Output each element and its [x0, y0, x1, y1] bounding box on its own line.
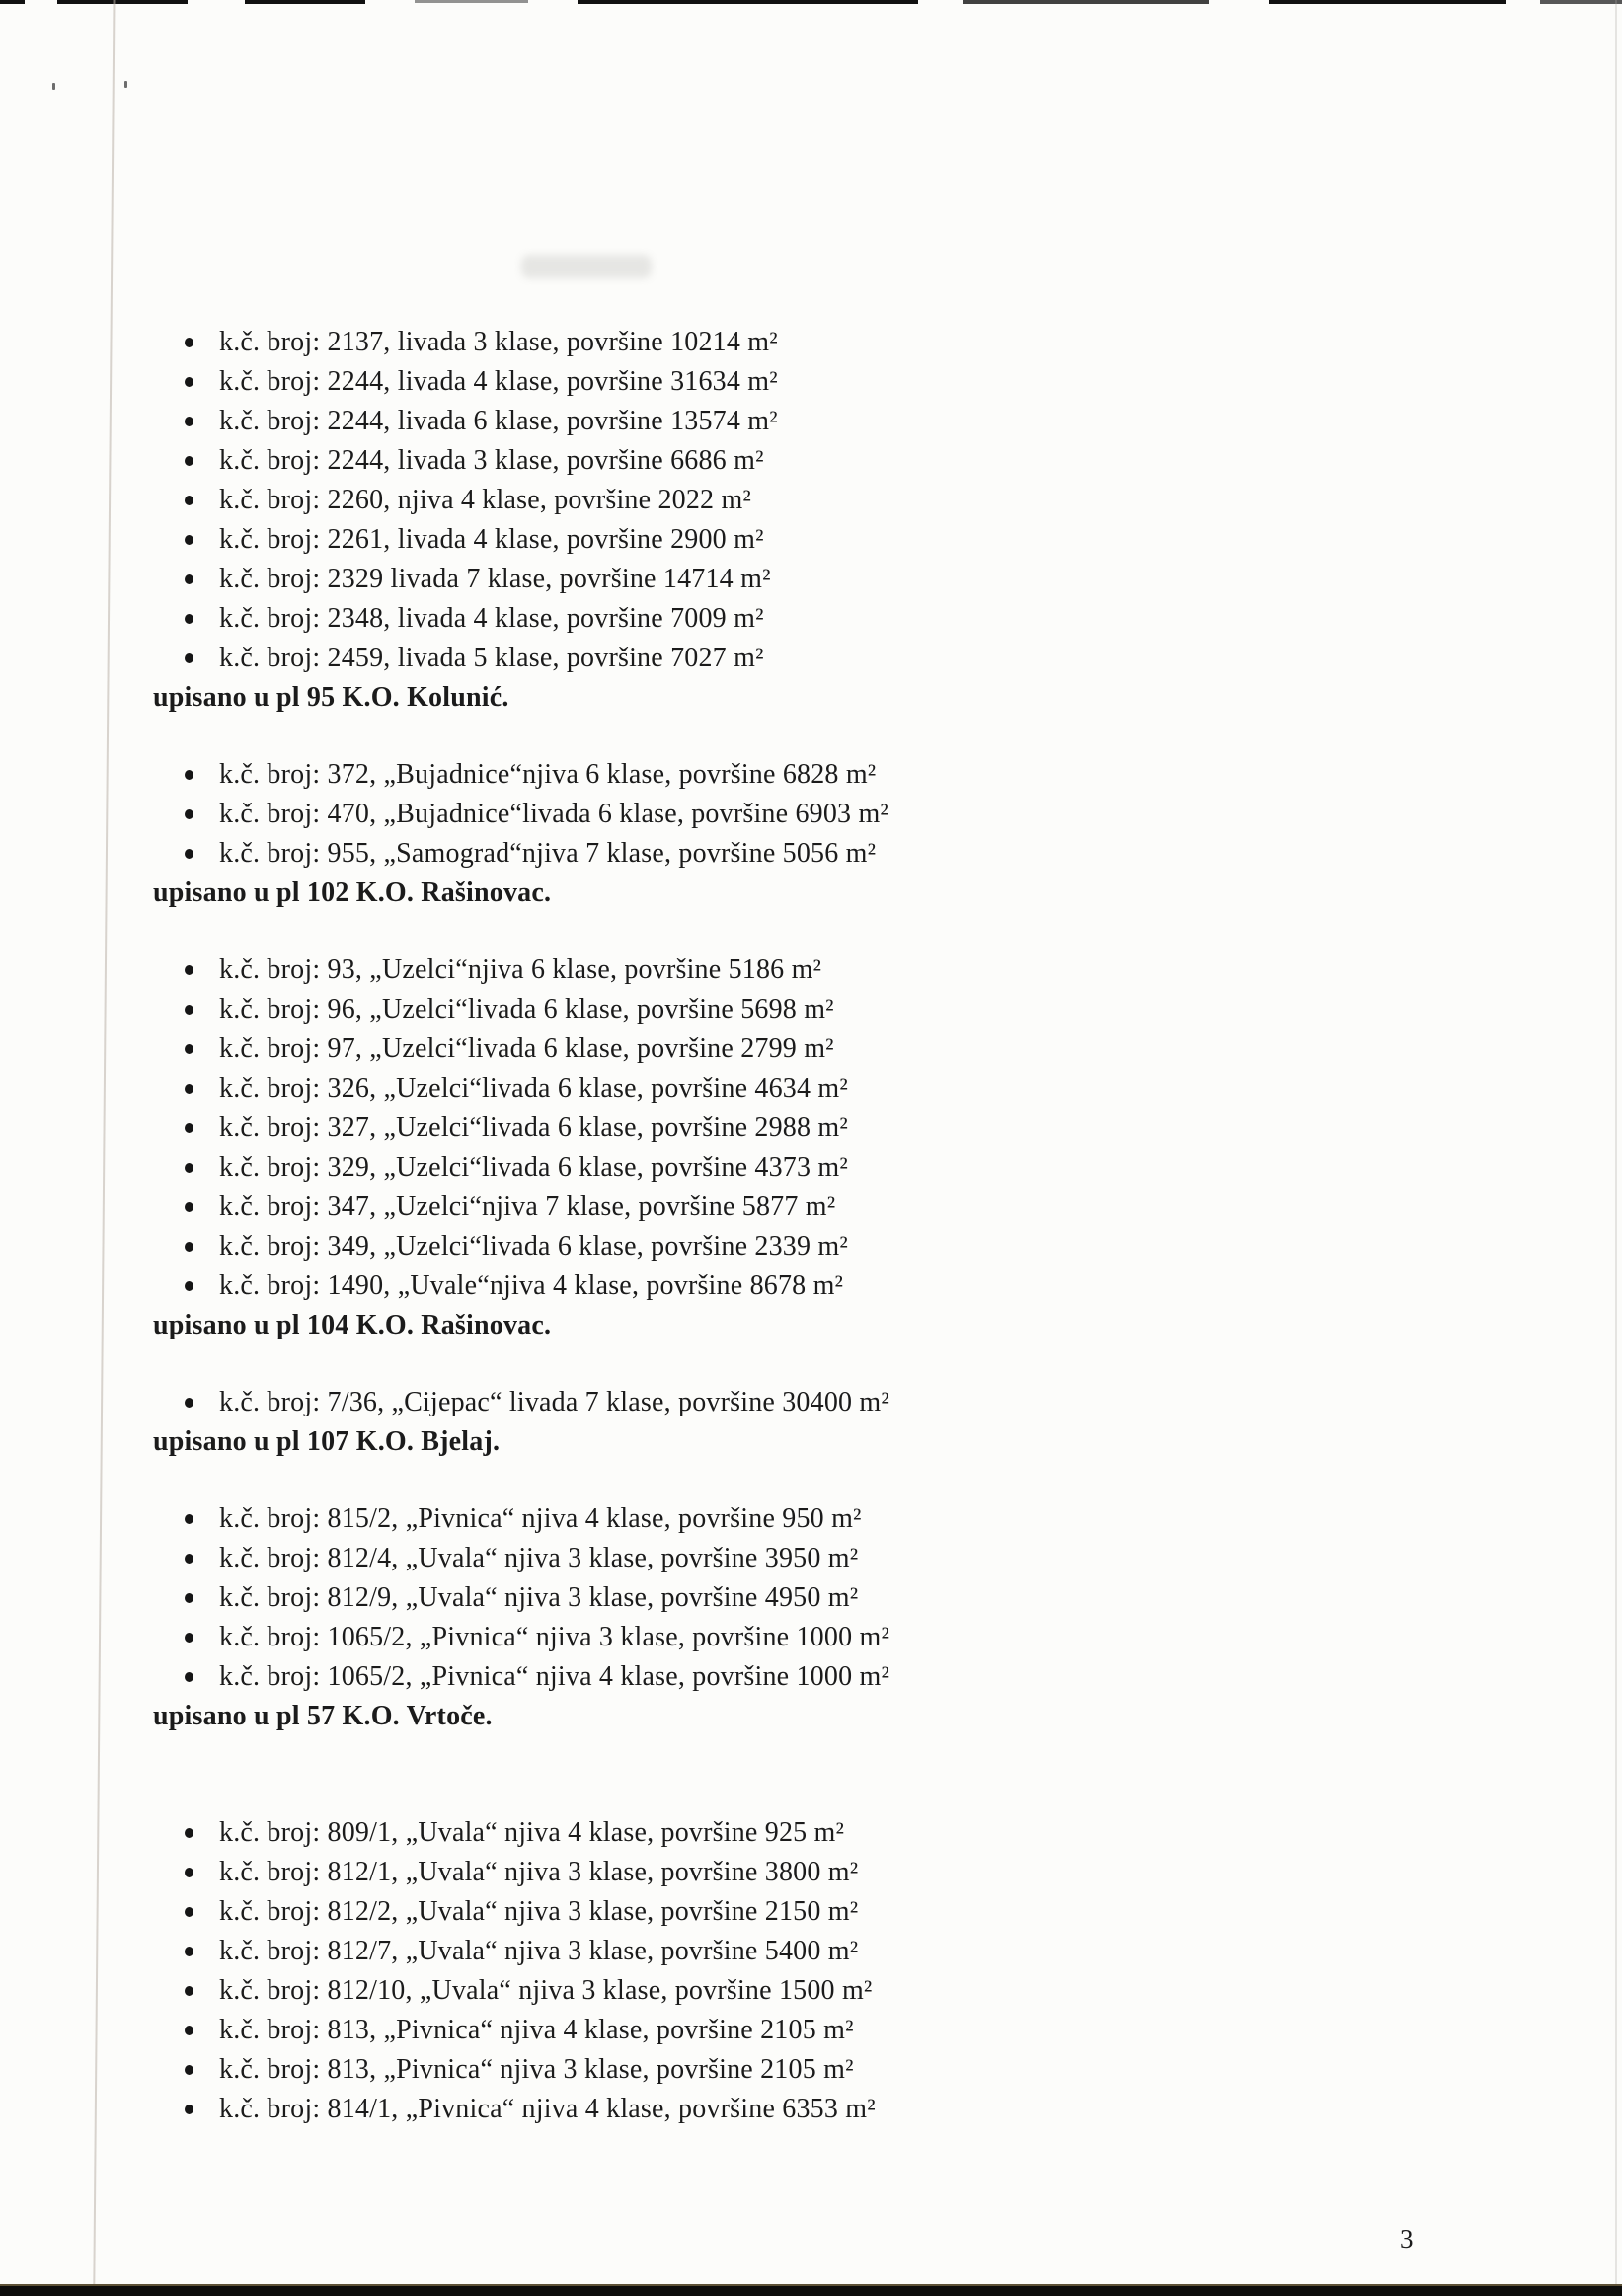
bullet-icon [185, 1633, 193, 1643]
document-body [153, 323, 1563, 2129]
parcel-list-item [153, 520, 1563, 560]
parcel-text: k.č. broj: 2329 livada 7 klase, površine 14714 m² [219, 564, 771, 594]
parcel-text: k.č. broj: 955, „Samograd“njiva 7 klase, površine 5056 m² [219, 838, 877, 869]
parcel-text: k.č. broj: 813, „Pivnica“ njiva 4 klase, površine 2105 m² [219, 2015, 854, 2045]
bullet-icon [185, 1044, 193, 1054]
parcel-list-item [153, 1657, 1563, 1697]
parcel-text: k.č. broj: 326, „Uzelci“livada 6 klase, površine 4634 m² [219, 1073, 848, 1104]
parcel-list-item [153, 2011, 1563, 2050]
section-footer: upisano u pl 104 K.O. Rašinovac. [153, 1310, 552, 1340]
bullet-icon [185, 770, 193, 780]
parcel-text: k.č. broj: 2244, livada 6 klase, površine 13574 m² [219, 406, 778, 436]
parcel-list-item [153, 2090, 1563, 2129]
parcel-list-item [153, 1227, 1563, 1266]
bullet-icon [185, 535, 193, 545]
bullet-icon [185, 849, 193, 859]
bullet-icon [185, 1398, 193, 1408]
parcel-text: k.č. broj: 812/2, „Uvala“ njiva 3 klase, površine 2150 m² [219, 1896, 859, 1927]
parcel-text: k.č. broj: 2244, livada 3 klase, površine 6686 m² [219, 445, 764, 476]
parcel-list-item [153, 795, 1563, 834]
bullet-icon [185, 965, 193, 975]
section-footer: upisano u pl 95 K.O. Kolunić. [153, 682, 509, 713]
parcel-text: k.č. broj: 812/1, „Uvala“ njiva 3 klase, površine 3800 m² [219, 1857, 859, 1887]
bullet-icon [185, 1202, 193, 1212]
bullet-icon [185, 338, 193, 347]
parcel-list-item [153, 1971, 1563, 2011]
parcel-text: k.č. broj: 814/1, „Pivnica“ njiva 4 klase, površine 6353 m² [219, 2094, 876, 2124]
bullet-icon [185, 496, 193, 505]
bullet-icon [185, 1907, 193, 1917]
parcel-list-item [153, 990, 1563, 1030]
parcel-text: k.č. broj: 812/7, „Uvala“ njiva 3 klase, površine 5400 m² [219, 1936, 859, 1966]
bullet-icon [185, 1986, 193, 1996]
parcel-list-item [153, 1148, 1563, 1187]
bullet-icon [185, 1947, 193, 1956]
scan-edge-mark [0, 0, 25, 4]
parcel-list-item [153, 755, 1563, 795]
scan-edge-mark [578, 0, 918, 4]
scan-edge-mark [1540, 0, 1622, 4]
parcel-list-item [153, 1578, 1563, 1618]
parcel-list-item [153, 1618, 1563, 1657]
bullet-icon [185, 1005, 193, 1015]
parcel-text: k.č. broj: 97, „Uzelci“livada 6 klase, površine 2799 m² [219, 1033, 834, 1064]
parcel-list-item [153, 834, 1563, 874]
parcel-text: k.č. broj: 96, „Uzelci“livada 6 klase, površine 5698 m² [219, 994, 834, 1025]
parcel-text: k.č. broj: 93, „Uzelci“njiva 6 klase, površine 5186 m² [219, 955, 822, 985]
parcel-text: k.č. broj: 349, „Uzelci“livada 6 klase, površine 2339 m² [219, 1231, 848, 1262]
parcel-text: k.č. broj: 813, „Pivnica“ njiva 3 klase, površine 2105 m² [219, 2054, 854, 2085]
parcel-list-item [153, 481, 1563, 520]
bullet-icon [185, 1868, 193, 1877]
scan-smudge [521, 255, 652, 278]
parcel-list-item [153, 1813, 1563, 1853]
parcel-list-item [153, 599, 1563, 639]
bullet-icon [185, 614, 193, 624]
parcel-list-item [153, 441, 1563, 481]
bullet-icon [185, 2065, 193, 2075]
parcel-list-item [153, 402, 1563, 441]
parcel-list-item [153, 560, 1563, 599]
bullet-icon [185, 2026, 193, 2035]
scan-edge-mark [963, 0, 1209, 4]
parcel-section-2 [153, 755, 1563, 913]
bullet-icon [185, 1672, 193, 1682]
bullet-icon [185, 1242, 193, 1252]
parcel-section-6 [153, 1813, 1563, 2129]
paper-crease-line [93, 0, 116, 2296]
parcel-text: k.č. broj: 2137, livada 3 klase, površine 10214 m² [219, 327, 778, 357]
scan-speck [52, 83, 55, 90]
section-footer: upisano u pl 102 K.O. Rašinovac. [153, 878, 552, 908]
parcel-text: k.č. broj: 372, „Bujadnice“njiva 6 klase, površine 6828 m² [219, 759, 877, 790]
parcel-list-item [153, 639, 1563, 678]
scan-edge-mark [245, 0, 365, 4]
bullet-icon [185, 1281, 193, 1291]
parcel-list-item [153, 1030, 1563, 1069]
parcel-list-item [153, 1932, 1563, 1971]
parcel-list-item [153, 1853, 1563, 1892]
scan-edge-mark [57, 0, 188, 4]
bullet-icon [185, 809, 193, 819]
parcel-text: k.č. broj: 1065/2, „Pivnica“ njiva 3 klase, površine 1000 m² [219, 1622, 890, 1652]
parcel-list-item [153, 323, 1563, 362]
scan-edge-mark [415, 0, 528, 3]
parcel-text: k.č. broj: 327, „Uzelci“livada 6 klase, površine 2988 m² [219, 1112, 848, 1143]
parcel-text: k.č. broj: 470, „Bujadnice“livada 6 klase, površine 6903 m² [219, 799, 889, 829]
parcel-section-1 [153, 323, 1563, 718]
parcel-text: k.č. broj: 1490, „Uvale“njiva 4 klase, površine 8678 m² [219, 1270, 844, 1301]
parcel-list-item [153, 1069, 1563, 1109]
bullet-icon [185, 417, 193, 426]
parcel-text: k.č. broj: 812/10, „Uvala“ njiva 3 klase, površine 1500 m² [219, 1975, 873, 2006]
parcel-text: k.č. broj: 2260, njiva 4 klase, površine 2022 m² [219, 485, 752, 515]
parcel-text: k.č. broj: 812/4, „Uvala“ njiva 3 klase, površine 3950 m² [219, 1543, 859, 1573]
scan-speck [124, 81, 127, 88]
parcel-list-item [153, 1499, 1563, 1539]
parcel-list-item [153, 951, 1563, 990]
bullet-icon [185, 2105, 193, 2114]
scan-edge-mark [1269, 0, 1506, 4]
parcel-text: k.č. broj: 1065/2, „Pivnica“ njiva 4 klase, površine 1000 m² [219, 1661, 890, 1692]
parcel-list-item [153, 1109, 1563, 1148]
section-footer: upisano u pl 107 K.O. Bjelaj. [153, 1426, 501, 1457]
parcel-list-item [153, 2050, 1563, 2090]
parcel-list-item [153, 1266, 1563, 1306]
parcel-text: k.č. broj: 2261, livada 4 klase, površine 2900 m² [219, 524, 764, 555]
section-footer: upisano u pl 57 K.O. Vrtoče. [153, 1701, 493, 1731]
page-number: 3 [1400, 2224, 1414, 2254]
bullet-icon [185, 1514, 193, 1524]
bullet-icon [185, 1593, 193, 1603]
parcel-text: k.č. broj: 2459, livada 5 klase, površine 7027 m² [219, 643, 764, 673]
parcel-list-item [153, 1383, 1563, 1422]
parcel-list-item [153, 1539, 1563, 1578]
bullet-icon [185, 1828, 193, 1838]
bullet-icon [185, 377, 193, 387]
parcel-text: k.č. broj: 2348, livada 4 klase, površine 7009 m² [219, 603, 764, 634]
bullet-icon [185, 1123, 193, 1133]
bullet-icon [185, 1554, 193, 1564]
parcel-section-4 [153, 1383, 1563, 1462]
parcel-text: k.č. broj: 815/2, „Pivnica“ njiva 4 klase, površine 950 m² [219, 1503, 862, 1534]
parcel-text: k.č. broj: 812/9, „Uvala“ njiva 3 klase, površine 4950 m² [219, 1582, 859, 1613]
parcel-sections [153, 323, 1563, 2129]
bullet-icon [185, 1084, 193, 1094]
bullet-icon [185, 574, 193, 584]
parcel-text: k.č. broj: 809/1, „Uvala“ njiva 4 klase, površine 925 m² [219, 1817, 845, 1848]
parcel-text: k.č. broj: 347, „Uzelci“njiva 7 klase, površine 5877 m² [219, 1191, 836, 1222]
parcel-text: k.č. broj: 329, „Uzelci“livada 6 klase, površine 4373 m² [219, 1152, 848, 1183]
parcel-list-item [153, 1187, 1563, 1227]
scan-edge-bottom [0, 2284, 1622, 2296]
parcel-list-item [153, 1892, 1563, 1932]
bullet-icon [185, 653, 193, 663]
parcel-section-3 [153, 951, 1563, 1345]
bullet-icon [185, 1163, 193, 1173]
parcel-list-item [153, 362, 1563, 402]
parcel-text: k.č. broj: 7/36, „Cijepac“ livada 7 klase, površine 30400 m² [219, 1387, 890, 1417]
parcel-section-5 [153, 1499, 1563, 1736]
parcel-text: k.č. broj: 2244, livada 4 klase, površine 31634 m² [219, 366, 778, 397]
scan-edge-shadow [1615, 0, 1617, 2296]
bullet-icon [185, 456, 193, 466]
